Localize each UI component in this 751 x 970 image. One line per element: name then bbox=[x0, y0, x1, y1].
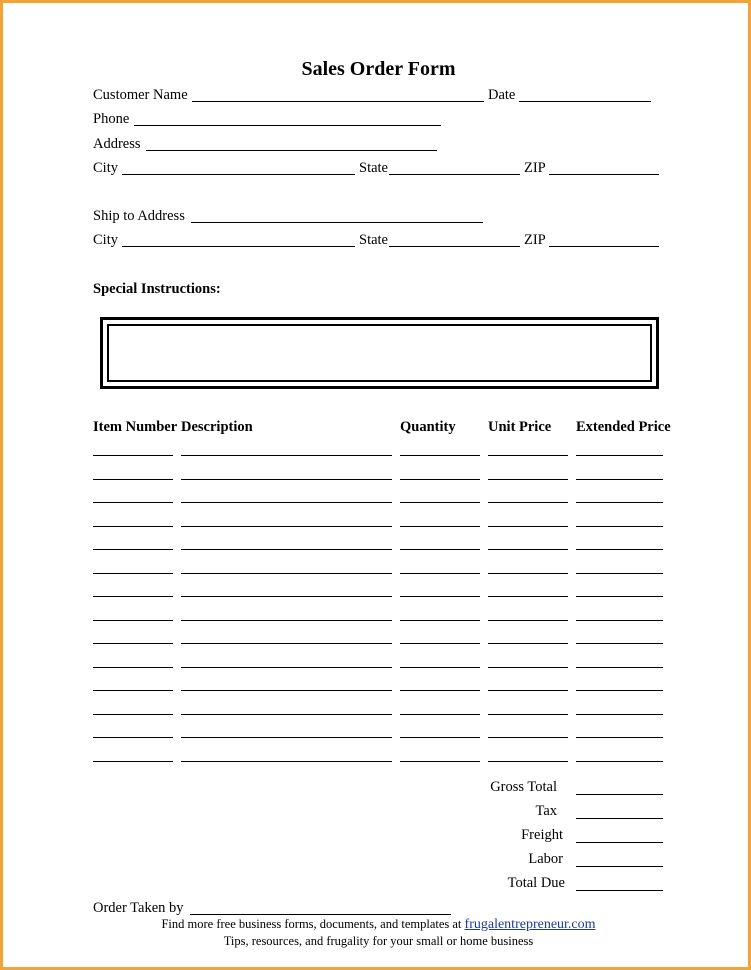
row-4-description-field[interactable] bbox=[181, 526, 392, 527]
row-3-quantity-field[interactable] bbox=[400, 502, 480, 503]
row-5-description-field[interactable] bbox=[181, 549, 392, 550]
row-12-item-number-field[interactable] bbox=[93, 714, 173, 715]
phone-field[interactable] bbox=[134, 125, 441, 126]
row-2-extended-price-field[interactable] bbox=[576, 479, 663, 480]
row-11-item-number-field[interactable] bbox=[93, 690, 173, 691]
footer-link[interactable]: frugalentrepreneur.com bbox=[464, 917, 596, 932]
row-1-extended-price-field[interactable] bbox=[576, 455, 663, 456]
row-5-unit-price-field[interactable] bbox=[488, 549, 568, 550]
header-description: Description bbox=[181, 419, 253, 435]
row-8-description-field[interactable] bbox=[181, 620, 392, 621]
row-5-extended-price-field[interactable] bbox=[576, 549, 663, 550]
row-6-extended-price-field[interactable] bbox=[576, 573, 663, 574]
row-10-extended-price-field[interactable] bbox=[576, 667, 663, 668]
row-14-extended-price-field[interactable] bbox=[576, 761, 663, 762]
row-9-item-number-field[interactable] bbox=[93, 643, 173, 644]
state-field[interactable] bbox=[389, 174, 520, 175]
row-9-extended-price-field[interactable] bbox=[576, 643, 663, 644]
row-6-unit-price-field[interactable] bbox=[488, 573, 568, 574]
total-due-label: Total Due bbox=[507, 875, 565, 891]
row-1-description-field[interactable] bbox=[181, 455, 392, 456]
row-6-description-field[interactable] bbox=[181, 573, 392, 574]
footer-line-2: Tips, resources, and frugality for your small or home business bbox=[223, 934, 534, 948]
row-4-quantity-field[interactable] bbox=[400, 526, 480, 527]
ship-to-address-label: Ship to Address bbox=[93, 208, 185, 224]
header-extended-price: Extended Price bbox=[576, 419, 671, 435]
city-field[interactable] bbox=[122, 174, 355, 175]
row-1-quantity-field[interactable] bbox=[400, 455, 480, 456]
ship-zip-label: ZIP bbox=[524, 232, 546, 248]
footer-text: Find more free business forms, documents, and templates at bbox=[161, 917, 462, 931]
special-instructions-box[interactable] bbox=[100, 317, 659, 389]
row-4-extended-price-field[interactable] bbox=[576, 526, 663, 527]
customer-name-field[interactable] bbox=[192, 101, 484, 102]
row-9-unit-price-field[interactable] bbox=[488, 643, 568, 644]
row-14-item-number-field[interactable] bbox=[93, 761, 173, 762]
special-instructions-inner-border bbox=[107, 324, 652, 382]
row-6-quantity-field[interactable] bbox=[400, 573, 480, 574]
row-2-description-field[interactable] bbox=[181, 479, 392, 480]
row-7-quantity-field[interactable] bbox=[400, 596, 480, 597]
row-9-description-field[interactable] bbox=[181, 643, 392, 644]
row-5-quantity-field[interactable] bbox=[400, 549, 480, 550]
total-due-field[interactable] bbox=[576, 890, 663, 891]
row-1-unit-price-field[interactable] bbox=[488, 455, 568, 456]
footer-line-1 bbox=[3, 917, 751, 933]
state-label: State bbox=[359, 160, 388, 176]
order-taken-by-label: Order Taken by bbox=[93, 900, 184, 916]
freight-label: Freight bbox=[521, 827, 563, 843]
row-14-description-field[interactable] bbox=[181, 761, 392, 762]
page-title: Sales Order Form bbox=[301, 58, 456, 80]
row-14-quantity-field[interactable] bbox=[400, 761, 480, 762]
row-12-extended-price-field[interactable] bbox=[576, 714, 663, 715]
row-12-description-field[interactable] bbox=[181, 714, 392, 715]
header-item-number: Item Number bbox=[93, 419, 178, 435]
ship-zip-field[interactable] bbox=[549, 246, 659, 247]
row-10-description-field[interactable] bbox=[181, 667, 392, 668]
row-13-description-field[interactable] bbox=[181, 737, 392, 738]
row-9-quantity-field[interactable] bbox=[400, 643, 480, 644]
row-8-item-number-field[interactable] bbox=[93, 620, 173, 621]
ship-state-label: State bbox=[359, 232, 388, 248]
labor-field[interactable] bbox=[576, 866, 663, 867]
row-11-quantity-field[interactable] bbox=[400, 690, 480, 691]
row-10-item-number-field[interactable] bbox=[93, 667, 173, 668]
order-taken-by-field[interactable] bbox=[190, 914, 451, 915]
row-2-quantity-field[interactable] bbox=[400, 479, 480, 480]
row-13-item-number-field[interactable] bbox=[93, 737, 173, 738]
row-4-unit-price-field[interactable] bbox=[488, 526, 568, 527]
freight-field[interactable] bbox=[576, 842, 663, 843]
customer-name-label: Customer Name bbox=[93, 87, 188, 103]
row-6-item-number-field[interactable] bbox=[93, 573, 173, 574]
header-quantity: Quantity bbox=[400, 419, 456, 435]
row-4-item-number-field[interactable] bbox=[93, 526, 173, 527]
ship-city-label: City bbox=[93, 232, 118, 248]
ship-city-field[interactable] bbox=[122, 246, 355, 247]
row-7-extended-price-field[interactable] bbox=[576, 596, 663, 597]
header-unit-price: Unit Price bbox=[488, 419, 552, 435]
gross-total-field[interactable] bbox=[576, 794, 663, 795]
row-13-extended-price-field[interactable] bbox=[576, 737, 663, 738]
row-13-quantity-field[interactable] bbox=[400, 737, 480, 738]
row-10-unit-price-field[interactable] bbox=[488, 667, 568, 668]
date-field[interactable] bbox=[519, 101, 651, 102]
row-7-unit-price-field[interactable] bbox=[488, 596, 568, 597]
address-field[interactable] bbox=[146, 150, 437, 151]
gross-total-label: Gross Total bbox=[490, 779, 557, 795]
row-2-item-number-field[interactable] bbox=[93, 479, 173, 480]
row-2-unit-price-field[interactable] bbox=[488, 479, 568, 480]
row-3-extended-price-field[interactable] bbox=[576, 502, 663, 503]
ship-state-field[interactable] bbox=[389, 246, 520, 247]
row-3-description-field[interactable] bbox=[181, 502, 392, 503]
tax-label: Tax bbox=[535, 803, 557, 819]
row-11-unit-price-field[interactable] bbox=[488, 690, 568, 691]
phone-label: Phone bbox=[93, 111, 130, 127]
row-5-item-number-field[interactable] bbox=[93, 549, 173, 550]
row-7-item-number-field[interactable] bbox=[93, 596, 173, 597]
address-label: Address bbox=[93, 136, 141, 152]
labor-label: Labor bbox=[528, 851, 563, 867]
tax-field[interactable] bbox=[576, 818, 663, 819]
row-7-description-field[interactable] bbox=[181, 596, 392, 597]
zip-label: ZIP bbox=[524, 160, 546, 176]
row-12-quantity-field[interactable] bbox=[400, 714, 480, 715]
date-label: Date bbox=[488, 87, 516, 103]
row-8-unit-price-field[interactable] bbox=[488, 620, 568, 621]
row-3-unit-price-field[interactable] bbox=[488, 502, 568, 503]
row-8-extended-price-field[interactable] bbox=[576, 620, 663, 621]
row-14-unit-price-field[interactable] bbox=[488, 761, 568, 762]
row-13-unit-price-field[interactable] bbox=[488, 737, 568, 738]
row-1-item-number-field[interactable] bbox=[93, 455, 173, 456]
row-12-unit-price-field[interactable] bbox=[488, 714, 568, 715]
row-11-extended-price-field[interactable] bbox=[576, 690, 663, 691]
row-10-quantity-field[interactable] bbox=[400, 667, 480, 668]
row-8-quantity-field[interactable] bbox=[400, 620, 480, 621]
ship-to-address-field[interactable] bbox=[191, 222, 483, 223]
special-instructions-label: Special Instructions: bbox=[93, 281, 221, 297]
zip-field[interactable] bbox=[549, 174, 659, 175]
row-3-item-number-field[interactable] bbox=[93, 502, 173, 503]
city-label: City bbox=[93, 160, 118, 176]
row-11-description-field[interactable] bbox=[181, 690, 392, 691]
